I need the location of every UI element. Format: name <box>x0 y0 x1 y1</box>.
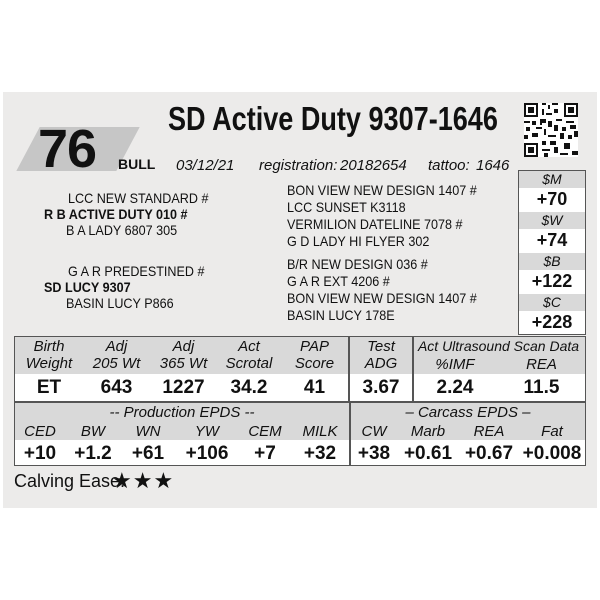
index-values-box <box>518 170 586 335</box>
index-value-b: +122 <box>531 271 573 291</box>
adj205-header <box>83 338 150 372</box>
pedigree-extended-7: BON VIEW NEW DESIGN 1407 # <box>287 290 477 306</box>
epd-label-marb: Marb <box>410 423 446 440</box>
epd-label-milk: MILK <box>302 423 338 440</box>
imf-header: %IMF <box>435 356 475 373</box>
pedigree-sire: R B ACTIVE DUTY 010 # <box>44 206 188 222</box>
performance-divider-2 <box>412 337 414 401</box>
calving-ease-label: Calving Ease: <box>14 471 126 491</box>
epd-label-cem: CEM <box>248 423 282 440</box>
index-value-c: +228 <box>531 312 573 332</box>
ultrasound-title: Act Ultrasound Scan Data <box>417 338 580 354</box>
scrotal-value: 34.2 <box>230 377 268 398</box>
pap-header-line1: PAP <box>300 338 329 355</box>
adj365-header <box>150 338 217 372</box>
adj365-value: 1227 <box>162 377 205 398</box>
pap-value: 41 <box>303 377 326 398</box>
pap-header <box>281 338 348 372</box>
epd-value-wn: +61 <box>131 443 165 464</box>
qr-code-icon <box>524 103 578 157</box>
carcass-epds-title: – Carcass EPDS – <box>405 404 531 421</box>
epd-value-milk: +32 <box>303 443 337 464</box>
pedigree-extended-8: BASIN LUCY 178E <box>287 307 395 323</box>
adj365-header-line2: 365 Wt <box>159 355 208 372</box>
pedigree-dam-dam: BASIN LUCY P866 <box>66 295 174 311</box>
epd-label-cw: CW <box>361 423 387 440</box>
epd-value-ced: +10 <box>23 443 57 464</box>
test-adg-value: 3.67 <box>362 377 400 398</box>
pedigree-sire-sire: LCC NEW STANDARD # <box>68 190 209 206</box>
pedigree-extended-4: G D LADY HI FLYER 302 <box>287 233 430 249</box>
index-label-m: $M <box>519 171 585 188</box>
epd-value-marb: +0.61 <box>403 443 453 464</box>
epd-value-fat: +0.008 <box>522 443 582 464</box>
calving-ease-stars: ★★★ <box>112 468 175 493</box>
pedigree-extended-5: B/R NEW DESIGN 036 # <box>287 256 428 272</box>
birth-date: 03/12/21 <box>176 157 235 174</box>
scrotal-header-line1: Act <box>238 338 260 355</box>
performance-divider-1 <box>348 337 350 401</box>
adj365-header-line1: Adj <box>172 338 195 355</box>
epd-value-yw: +106 <box>185 443 229 464</box>
pedigree-sire-dam: B A LADY 6807 305 <box>66 222 178 238</box>
scrotal-header-line2: Scrotal <box>225 355 273 372</box>
lot-number: 76 <box>38 119 97 179</box>
birth-weight-value: ET <box>36 377 62 398</box>
birth-weight-header <box>15 338 83 372</box>
adj205-header-line1: Adj <box>105 338 128 355</box>
scrotal-header <box>217 338 281 372</box>
epd-label-rea: REA <box>473 423 505 440</box>
pedigree-dam: SD LUCY 9307 <box>44 279 131 295</box>
epd-table <box>14 402 586 466</box>
index-label-b: $B <box>519 253 585 270</box>
sex-label: BULL <box>118 156 156 172</box>
registration-label: registration: <box>259 157 338 174</box>
index-label-c: $C <box>519 294 585 311</box>
epd-divider <box>349 403 351 465</box>
pedigree-extended-2: LCC SUNSET K3118 <box>287 199 406 215</box>
pap-header-line2: Score <box>294 355 335 372</box>
epd-label-bw: BW <box>80 423 106 440</box>
epd-label-wn: WN <box>135 423 161 440</box>
pedigree-extended-1: BON VIEW NEW DESIGN 1407 # <box>287 182 477 198</box>
index-label-w: $W <box>519 212 585 229</box>
registration-number: 20182654 <box>340 157 407 174</box>
adj205-header-line2: 205 Wt <box>92 355 141 372</box>
test-adg-header-line1: Test <box>367 338 395 355</box>
rea-header: REA <box>526 356 557 373</box>
adj205-value: 643 <box>100 377 133 398</box>
index-value-w: +74 <box>536 230 568 250</box>
epd-label-yw: YW <box>194 423 220 440</box>
production-epds-title: -- Production EPDS -- <box>109 404 255 421</box>
imf-value: 2.24 <box>436 377 474 398</box>
test-adg-header <box>350 338 412 372</box>
pedigree-extended-6: G A R EXT 4206 # <box>287 273 390 289</box>
epd-label-fat: Fat <box>541 423 563 440</box>
index-value-m: +70 <box>536 189 568 209</box>
epd-value-rea: +0.67 <box>464 443 514 464</box>
test-adg-header-line2: ADG <box>364 355 398 372</box>
rea-value: 11.5 <box>523 377 560 398</box>
performance-table <box>14 336 586 402</box>
pedigree-dam-sire: G A R PREDESTINED # <box>68 263 205 279</box>
pedigree-extended-3: VERMILION DATELINE 7078 # <box>287 216 463 232</box>
birth-weight-header-line2: Weight <box>25 355 73 372</box>
epd-label-ced: CED <box>24 423 56 440</box>
epd-value-bw: +1.2 <box>74 443 112 464</box>
birth-weight-header-line1: Birth <box>33 338 65 355</box>
tattoo-value: 1646 <box>476 157 510 174</box>
animal-title: SD Active Duty 9307-1646 <box>168 100 498 137</box>
epd-value-cw: +38 <box>357 443 391 464</box>
tattoo-label: tattoo: <box>428 157 470 174</box>
epd-value-cem: +7 <box>254 443 276 464</box>
